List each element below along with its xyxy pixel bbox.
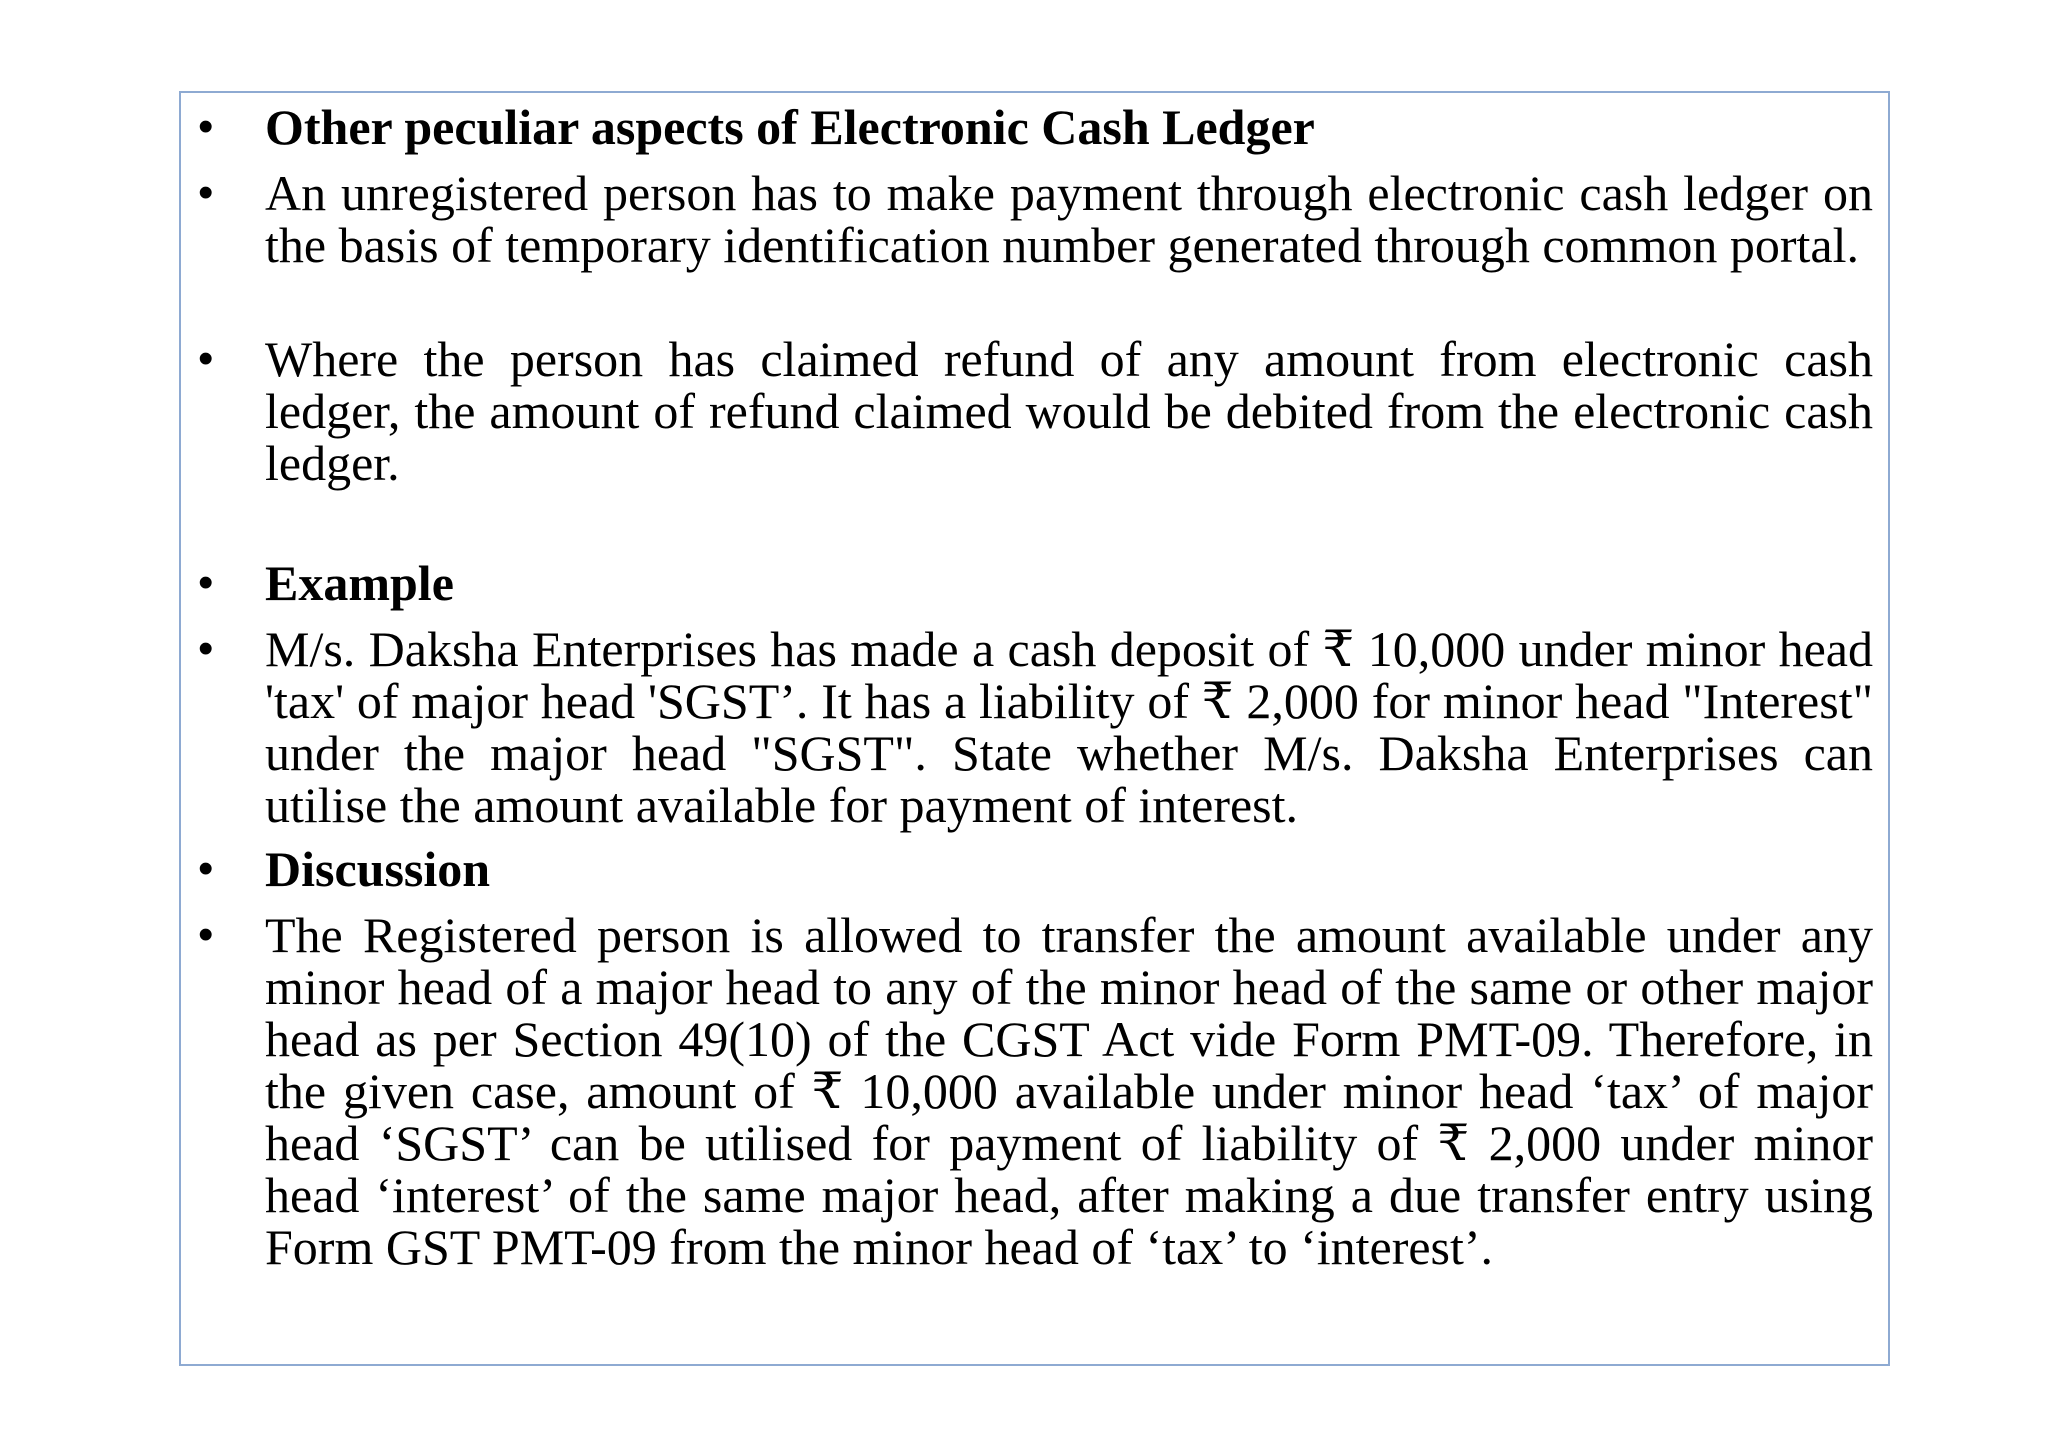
bullet-icon: • bbox=[198, 558, 214, 607]
bullet-icon: • bbox=[198, 624, 214, 673]
bullet-icon: • bbox=[198, 168, 214, 217]
bullet-icon: • bbox=[198, 844, 214, 893]
paragraph-refund: Where the person has claimed refund of any amount from electronic cash ledger, the amount of refund claimed would be debited from the electronic cash ledger. bbox=[265, 331, 1873, 491]
paragraph-example: M/s. Daksha Enterprises has made a cash deposit of ₹ 10,000 under minor head 'tax' of major head 'SGST’. It has a liability of ₹ 2,000 for minor head "Interest" under the major head "SGST". State whether M/s. Daksha Enterprises can utilise the amount available for payment of interest. bbox=[265, 621, 1873, 833]
heading-example: Example bbox=[265, 555, 454, 611]
bullet-icon: • bbox=[198, 334, 214, 383]
paragraph-discussion: The Registered person is allowed to transfer the amount available under any minor head of a major head to any of the minor head of the same or other major head as per Section 49(10) of the CGST Act vide Form PMT-09. Therefore, in the given case, amount of ₹ 10,000 available under minor head ‘tax’ of major head ‘SGST’ can be utilised for payment of liability of ₹ 2,000 under minor head ‘interest’ of the same major head, after making a due transfer entry using Form GST PMT-09 from the minor head of ‘tax’ to ‘interest’. bbox=[265, 907, 1873, 1275]
heading-aspects: Other peculiar aspects of Electronic Cash Ledger bbox=[265, 99, 1315, 155]
bullet-icon: • bbox=[198, 910, 214, 959]
bullet-icon: • bbox=[198, 102, 214, 151]
content-frame bbox=[179, 91, 1890, 1366]
heading-discussion: Discussion bbox=[265, 841, 491, 897]
paragraph-unregistered: An unregistered person has to make payment through electronic cash ledger on the basis of temporary identification number generated through common portal. bbox=[265, 165, 1873, 273]
